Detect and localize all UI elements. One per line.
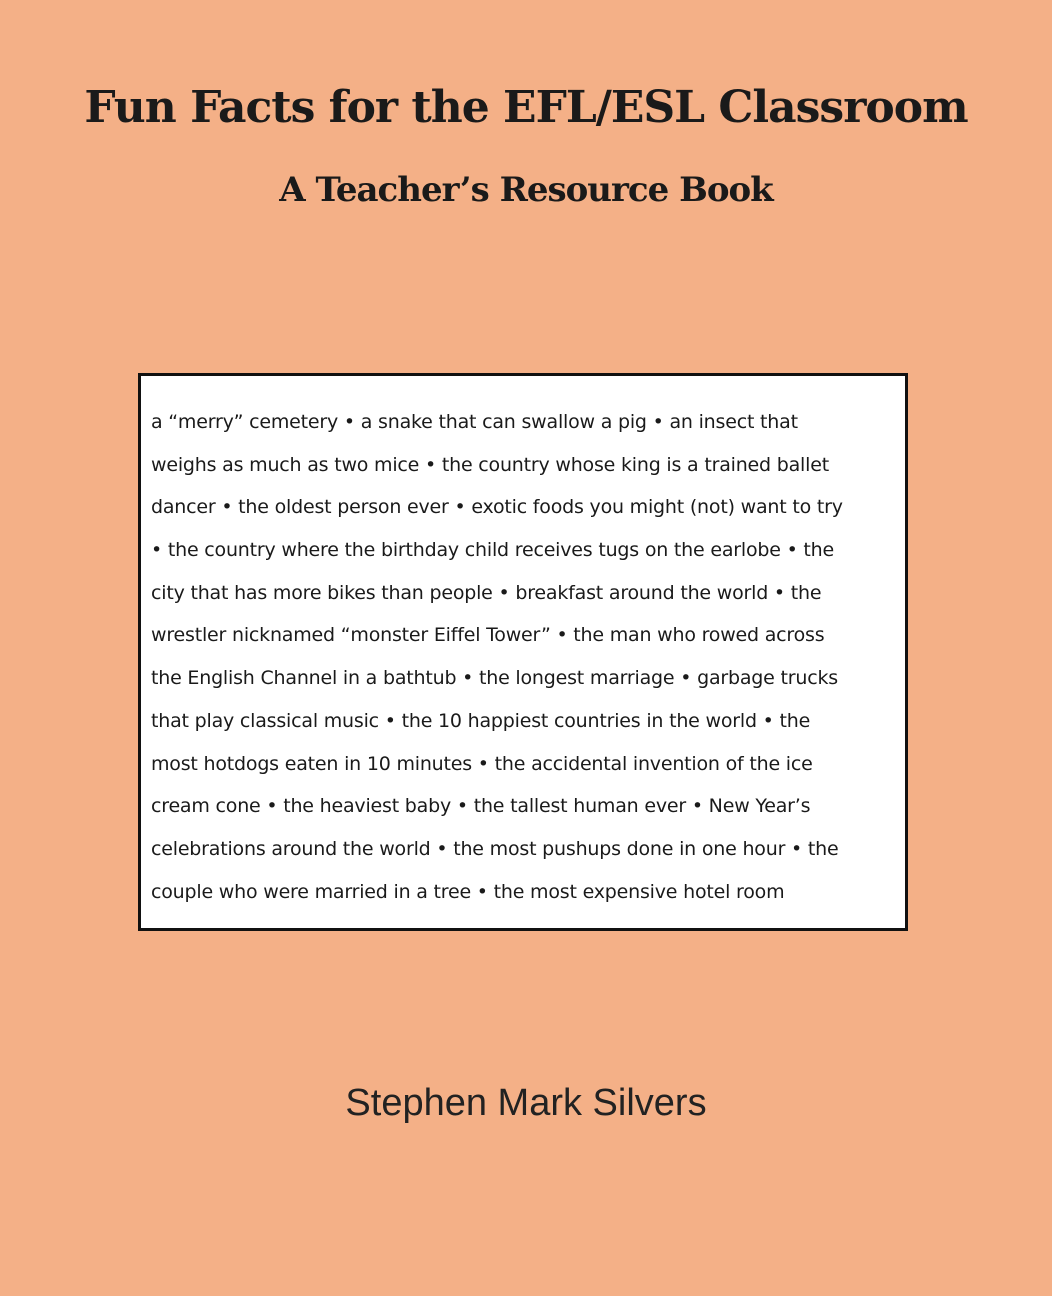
facts-line: cream cone • the heaviest baby • the tallest human ever • New Year’s [151, 795, 811, 817]
facts-line: a “merry” cemetery • a snake that can swallow a pig • an insect that [151, 411, 798, 433]
book-subtitle: A Teacher’s Resource Book [279, 170, 773, 210]
facts-line: the English Channel in a bathtub • the longest marriage • garbage trucks [151, 667, 838, 689]
facts-line: that play classical music • the 10 happiest countries in the world • the [151, 710, 811, 732]
facts-line: weighs as much as two mice • the country whose king is a trained ballet [151, 454, 829, 476]
facts-line: celebrations around the world • the most pushups done in one hour • the [151, 838, 839, 860]
fun-facts-box [138, 373, 908, 931]
author-name: Stephen Mark Silvers [345, 1082, 707, 1124]
facts-line: city that has more bikes than people • breakfast around the world • the [151, 582, 822, 604]
facts-line: couple who were married in a tree • the most expensive hotel room [151, 881, 785, 903]
facts-line: wrestler nicknamed “monster Eiffel Tower” • the man who rowed across [151, 624, 825, 646]
facts-line: • the country where the birthday child receives tugs on the earlobe • the [151, 539, 835, 561]
book-title: Fun Facts for the EFL/ESL Classroom [84, 82, 968, 133]
facts-line: dancer • the oldest person ever • exotic foods you might (not) want to try [151, 496, 843, 518]
facts-line: most hotdogs eaten in 10 minutes • the accidental invention of the ice [151, 753, 813, 775]
